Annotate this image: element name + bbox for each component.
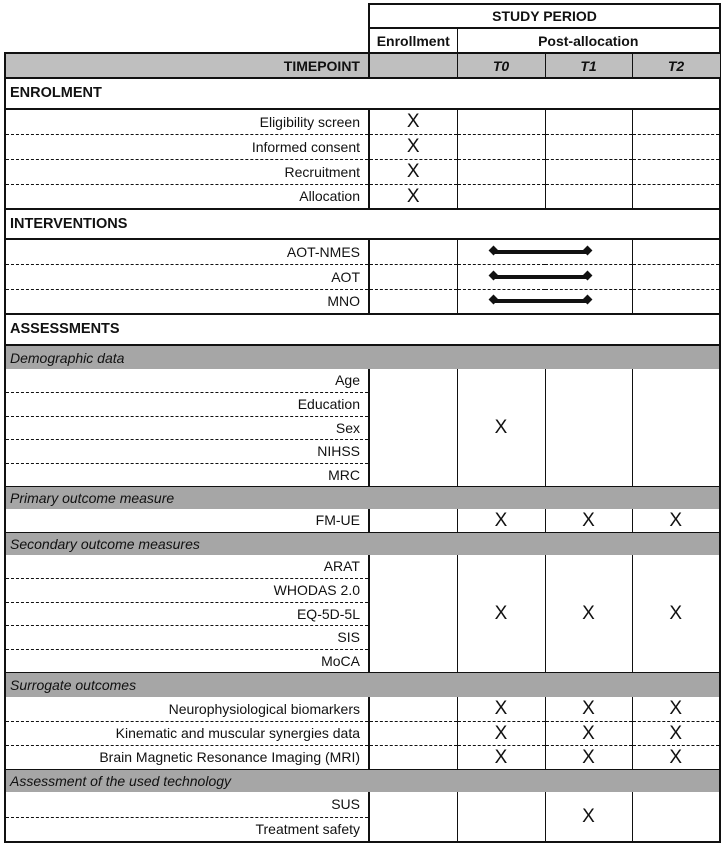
row-label: Education	[5, 392, 369, 416]
empty-cell	[632, 239, 720, 264]
empty-cell	[545, 134, 632, 159]
empty-cell	[457, 134, 545, 159]
row-label: WHODAS 2.0	[5, 578, 369, 602]
mark-cell: X	[457, 745, 545, 769]
intervention-span	[457, 239, 632, 264]
subsection-primary: Primary outcome measure	[5, 486, 720, 509]
mark-cell: X	[545, 721, 632, 745]
subsection-secondary: Secondary outcome measures	[5, 532, 720, 555]
empty-cell	[369, 697, 457, 721]
empty-cell	[369, 555, 457, 672]
row-label: Neurophysiological biomarkers	[5, 697, 369, 721]
study-period-header: STUDY PERIOD	[369, 4, 720, 28]
mark-cell: X	[545, 555, 632, 672]
table-row	[5, 239, 720, 264]
mark-cell: X	[369, 159, 457, 184]
duration-arrow-icon	[493, 250, 588, 254]
timepoint-label: TIMEPOINT	[5, 53, 369, 78]
mark-cell: X	[457, 509, 545, 532]
mark-cell: X	[632, 509, 720, 532]
table-row	[5, 184, 720, 209]
table-row	[5, 134, 720, 159]
row-label: MoCA	[5, 649, 369, 672]
table-row	[5, 697, 720, 721]
row-label: SIS	[5, 625, 369, 649]
post-allocation-header: Post-allocation	[457, 28, 720, 53]
mark-cell: X	[369, 134, 457, 159]
section-assessments: ASSESSMENTS	[5, 314, 720, 345]
empty-cell	[457, 184, 545, 209]
mark-cell: X	[457, 697, 545, 721]
empty-cell	[369, 264, 457, 289]
mark-cell	[632, 792, 720, 842]
header-blank-2	[5, 28, 369, 53]
table-row	[5, 509, 720, 532]
mark-cell: X	[369, 109, 457, 134]
mark-cell: X	[632, 555, 720, 672]
empty-cell	[457, 109, 545, 134]
empty-cell	[369, 792, 457, 842]
empty-cell	[369, 289, 457, 314]
empty-cell	[369, 369, 457, 486]
intervention-span	[457, 264, 632, 289]
row-label: ARAT	[5, 555, 369, 578]
subsection-demographic: Demographic data	[5, 345, 720, 369]
row-label: AOT-NMES	[5, 239, 369, 264]
row-label: SUS	[5, 792, 369, 817]
empty-cell	[457, 159, 545, 184]
row-label: Kinematic and muscular synergies data	[5, 721, 369, 745]
empty-cell	[632, 289, 720, 314]
empty-cell	[632, 264, 720, 289]
mark-cell: X	[457, 555, 545, 672]
row-label: Recruitment	[5, 159, 369, 184]
row-label: Treatment safety	[5, 817, 369, 842]
empty-cell	[632, 109, 720, 134]
intervention-span	[457, 289, 632, 314]
table-row	[5, 721, 720, 745]
row-label: Brain Magnetic Resonance Imaging (MRI)	[5, 745, 369, 769]
table-row	[5, 555, 720, 578]
mark-cell: X	[632, 697, 720, 721]
subsection-technology: Assessment of the used technology	[5, 769, 720, 792]
empty-cell	[545, 369, 632, 486]
mark-cell: X	[369, 184, 457, 209]
table-row	[5, 369, 720, 392]
empty-cell	[369, 721, 457, 745]
row-label: Allocation	[5, 184, 369, 209]
mark-cell: X	[545, 697, 632, 721]
row-label: MRC	[5, 463, 369, 486]
timepoint-t1: T1	[545, 53, 632, 78]
timepoint-t2: T2	[632, 53, 720, 78]
mark-cell: X	[457, 721, 545, 745]
row-label: Eligibility screen	[5, 109, 369, 134]
mark-cell	[457, 792, 545, 842]
spirit-schedule-table	[4, 3, 721, 843]
table-row	[5, 745, 720, 769]
mark-cell: X	[632, 721, 720, 745]
empty-cell	[632, 369, 720, 486]
mark-cell: X	[545, 509, 632, 532]
table-row	[5, 109, 720, 134]
section-enrolment: ENROLMENT	[5, 78, 720, 109]
mark-cell: X	[545, 745, 632, 769]
enrollment-header: Enrollment	[369, 28, 457, 53]
table-row	[5, 792, 720, 817]
row-label: Age	[5, 369, 369, 392]
timepoint-t0: T0	[457, 53, 545, 78]
row-label: NIHSS	[5, 439, 369, 463]
table-row	[5, 289, 720, 314]
mark-cell: X	[632, 745, 720, 769]
empty-cell	[369, 745, 457, 769]
empty-cell	[545, 109, 632, 134]
timepoint-enrollment	[369, 53, 457, 78]
mark-cell: X	[545, 792, 632, 842]
row-label: AOT	[5, 264, 369, 289]
table-row	[5, 159, 720, 184]
row-label: Informed consent	[5, 134, 369, 159]
duration-arrow-icon	[493, 299, 588, 303]
empty-cell	[632, 159, 720, 184]
empty-cell	[369, 239, 457, 264]
empty-cell	[632, 184, 720, 209]
mark-cell: X	[457, 369, 545, 486]
row-label: EQ-5D-5L	[5, 602, 369, 625]
empty-cell	[545, 184, 632, 209]
header-blank	[5, 4, 369, 28]
empty-cell	[632, 134, 720, 159]
row-label: Sex	[5, 416, 369, 439]
row-label: MNO	[5, 289, 369, 314]
row-label: FM-UE	[5, 509, 369, 532]
empty-cell	[369, 509, 457, 532]
empty-cell	[545, 159, 632, 184]
table-row	[5, 264, 720, 289]
subsection-surrogate: Surrogate outcomes	[5, 672, 720, 697]
section-interventions: INTERVENTIONS	[5, 209, 720, 239]
duration-arrow-icon	[493, 275, 588, 279]
